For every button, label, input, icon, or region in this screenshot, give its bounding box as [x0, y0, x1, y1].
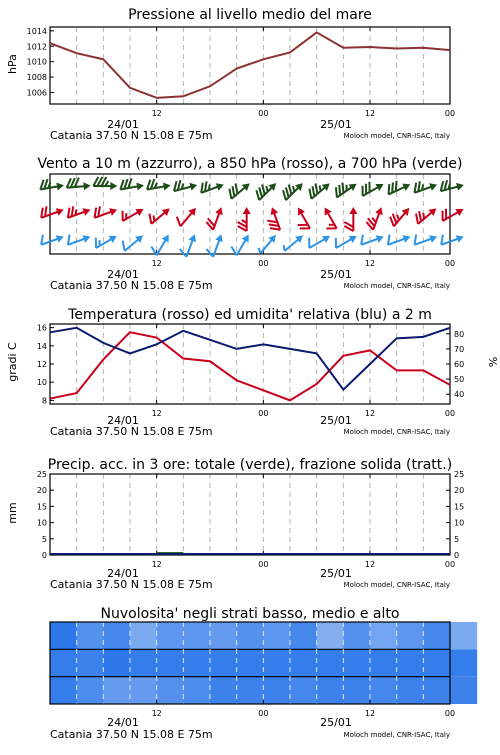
credit-label: Moloch model, CNR-ISAC, Italy	[343, 282, 450, 290]
y-tick-label: 1008	[26, 73, 47, 83]
cloud-cell	[50, 622, 77, 649]
wind-barb	[118, 201, 145, 224]
wind-barb	[387, 202, 412, 229]
precip-plot	[37, 470, 464, 569]
wind-barb	[172, 176, 199, 195]
y-tick-label: 1012	[26, 42, 47, 52]
location-label: Catania 37.50 N 15.08 E 75m	[50, 425, 213, 438]
y-tick-label: 12	[36, 360, 47, 369]
temperature-ylabel: gradi C	[6, 342, 19, 382]
cloud-cell	[130, 649, 157, 676]
cloud-cell	[343, 677, 370, 704]
wind-barb-head	[295, 206, 305, 216]
day-label: 24/01	[107, 567, 139, 580]
y-tick-label: 10	[454, 518, 465, 528]
y-tick-label: 60	[454, 360, 465, 369]
wind-barb	[119, 229, 146, 254]
cloud-cell	[157, 622, 184, 649]
cloud-cell	[450, 649, 477, 676]
credit-label: Moloch model, CNR-ISAC, Italy	[343, 581, 450, 589]
y-tick-label: 1014	[26, 26, 47, 36]
wind-barb-head	[82, 233, 91, 243]
wind-barb-head	[456, 233, 465, 243]
precip-title: Precip. acc. in 3 ore: totale (verde), frazione solida (tratt.)	[47, 457, 453, 473]
day-label: 25/01	[320, 414, 352, 427]
y-tick-label: 0	[41, 551, 47, 560]
y-tick-label: 20	[36, 486, 47, 496]
y-tick-label: 10	[36, 518, 47, 528]
wind-barb-shaft	[415, 186, 434, 193]
wind-barb	[344, 207, 357, 231]
cloud-cell	[317, 677, 344, 704]
wind-barb	[385, 176, 412, 198]
wind-barb-head	[375, 206, 385, 215]
wind-barb	[253, 177, 279, 203]
cloud-cell	[157, 649, 184, 676]
wind-barb	[93, 177, 117, 190]
wind-plot	[38, 174, 465, 268]
wind-barb	[306, 177, 333, 202]
wind-barb-head	[349, 207, 357, 214]
y-tick-label: 70	[454, 344, 465, 354]
location-label: Catania 37.50 N 15.08 E 75m	[50, 279, 213, 292]
wind-barb-head	[429, 233, 438, 243]
wind-barb-head	[375, 181, 385, 191]
cloud-cell	[210, 622, 237, 649]
wind-barb-head	[189, 181, 198, 191]
x-tick-label: 00	[258, 259, 269, 268]
y-tick-label: 1010	[26, 57, 47, 67]
wind-barb	[279, 177, 305, 203]
wind-barb	[317, 206, 340, 233]
cloud-cell	[183, 622, 210, 649]
y-tick-label: 40	[454, 390, 465, 400]
cloud-cell	[50, 649, 77, 676]
wind-title: Vento a 10 m (azzurro), a 850 hPa (rosso), a 700 hPa (verde)	[37, 156, 463, 172]
wind-barb-head	[429, 181, 438, 191]
wind-barb	[411, 176, 438, 196]
wind-barb	[385, 228, 412, 248]
location-label: Catania 37.50 N 15.08 E 75m	[50, 728, 213, 741]
temperature-line	[50, 332, 450, 400]
pressure-line	[50, 32, 450, 97]
wind-barb-head	[321, 206, 331, 216]
wind-barb-head	[83, 182, 91, 191]
wind-barb-head	[135, 206, 145, 216]
y-tick-label: 25	[454, 470, 465, 479]
wind-barb-head	[376, 233, 385, 243]
y-tick-label: 16	[36, 323, 47, 333]
wind-barb	[119, 176, 145, 193]
cloud-cell	[103, 649, 130, 676]
x-tick-label: 12	[364, 560, 376, 569]
cloud-cell	[237, 622, 264, 649]
wind-barb	[226, 177, 253, 202]
x-tick-label: 00	[444, 560, 456, 569]
cloud-cell	[77, 622, 104, 649]
cloud-cell	[423, 677, 450, 704]
wind-barb	[438, 176, 465, 195]
cloud-cell	[397, 622, 424, 649]
wind-barb	[66, 177, 91, 192]
pressure-panel	[6, 7, 455, 142]
wind-barb-shaft	[309, 238, 326, 248]
wind-barb	[38, 201, 65, 221]
y-tick-label: 0	[454, 551, 460, 560]
wind-barb-shaft	[394, 211, 407, 226]
wind-barb	[332, 176, 359, 200]
y-tick-label: 50	[454, 375, 465, 385]
wind-barb	[358, 228, 385, 248]
wind-barb-shaft	[441, 238, 460, 245]
pressure-ylabel: hPa	[6, 54, 19, 74]
day-label: 25/01	[320, 268, 352, 281]
day-label: 25/01	[320, 567, 352, 580]
day-label: 25/01	[320, 118, 352, 131]
cloud-cell	[263, 677, 290, 704]
day-label: 24/01	[107, 268, 139, 281]
plot-frame	[50, 474, 450, 555]
wind-barb-shaft	[389, 186, 407, 194]
x-tick-label: 00	[444, 409, 456, 418]
wind-barb	[91, 201, 118, 221]
day-label: 25/01	[320, 716, 352, 729]
cloud-cell	[343, 649, 370, 676]
wind-barb-head	[109, 233, 119, 243]
wind-barb-head	[322, 233, 332, 243]
wind-barb	[305, 228, 332, 251]
wind-barb-head	[56, 233, 65, 243]
wind-barb-head	[189, 233, 199, 242]
cloud-cell	[290, 622, 317, 649]
cloud-cell	[263, 649, 290, 676]
temperature-panel	[6, 307, 499, 438]
cloud-cell	[237, 677, 264, 704]
wind-barb	[229, 230, 252, 257]
cloud-cell	[50, 677, 77, 704]
x-tick-label: 00	[258, 409, 269, 418]
wind-barb	[238, 207, 251, 231]
wind-barb-shaft	[415, 238, 434, 245]
y-tick-label: 5	[454, 534, 460, 544]
cloud-cell	[103, 677, 130, 704]
wind-barb-shaft	[260, 238, 273, 253]
clouds-panel	[50, 606, 477, 741]
y-tick-label: 8	[41, 396, 47, 406]
wind-barb-shaft	[388, 238, 407, 245]
wind-barb-head	[268, 206, 278, 215]
cloud-cell	[183, 677, 210, 704]
wind-barb	[92, 228, 119, 251]
x-tick-label: 12	[364, 709, 376, 718]
wind-barb-head	[242, 233, 252, 243]
wind-barb	[174, 202, 199, 229]
wind-barb	[146, 202, 173, 227]
x-tick-label: 12	[151, 560, 162, 569]
wind-barb	[65, 228, 92, 248]
credit-label: Moloch model, CNR-ISAC, Italy	[343, 731, 450, 739]
day-label: 24/01	[107, 716, 139, 729]
precip-ylabel: mm	[6, 502, 19, 524]
cloud-cell	[263, 622, 290, 649]
cloud-cell	[397, 649, 424, 676]
x-tick-label: 12	[364, 109, 376, 118]
plot-frame	[50, 324, 450, 404]
wind-barb-head	[56, 206, 65, 216]
wind-barb-head	[162, 233, 172, 243]
pressure-plot	[27, 27, 455, 118]
day-label: 24/01	[107, 118, 139, 131]
wind-barb-head	[56, 181, 64, 190]
cloud-cell	[370, 622, 397, 649]
humidity-line	[50, 328, 450, 390]
wind-barb	[365, 204, 385, 231]
cloud-cell	[103, 622, 130, 649]
wind-barb-head	[243, 207, 251, 214]
y-tick-label: 5	[41, 534, 47, 544]
x-tick-label: 00	[258, 709, 269, 718]
wind-barb-shaft	[336, 238, 353, 248]
y-tick-label: 15	[36, 502, 47, 512]
wind-barb-head	[82, 206, 91, 216]
wind-barb	[438, 201, 465, 224]
wind-barb-shaft	[67, 186, 87, 188]
wind-barb	[257, 232, 279, 256]
wind-barb	[205, 204, 225, 231]
wind-barb-head	[456, 181, 465, 191]
credit-label: Moloch model, CNR-ISAC, Italy	[343, 428, 450, 436]
cloud-cell	[130, 622, 157, 649]
wind-barb	[332, 228, 359, 251]
temperature-title: Temperatura (rosso) ed umidita' relativa (blu) a 2 m	[68, 307, 432, 323]
cloud-cell	[210, 649, 237, 676]
wind-barb-shaft	[237, 238, 247, 255]
temperature-plot	[37, 324, 464, 418]
cloud-cell	[343, 622, 370, 649]
wind-barb-head	[215, 206, 225, 215]
wind-barb-shaft	[361, 238, 380, 245]
x-tick-label: 00	[258, 109, 269, 118]
wind-barb-shaft	[157, 238, 167, 255]
x-tick-label: 12	[151, 409, 162, 418]
y-tick-label: 20	[454, 486, 465, 496]
wind-barb	[411, 228, 438, 248]
pressure-title: Pressione al livello medio del mare	[128, 7, 372, 23]
wind-barb	[358, 176, 385, 199]
day-label: 24/01	[107, 414, 139, 427]
y-tick-label: 25	[36, 470, 47, 479]
x-tick-label: 00	[444, 709, 456, 718]
x-tick-label: 00	[258, 560, 269, 569]
wind-barb	[412, 202, 439, 227]
precip-panel	[6, 457, 464, 591]
cloud-cell	[77, 649, 104, 676]
cloud-cell	[157, 677, 184, 704]
y-tick-label: 14	[36, 341, 47, 351]
clouds-plot	[50, 622, 477, 718]
wind-barb-head	[109, 206, 118, 216]
wind-barb-head	[110, 182, 117, 190]
cloud-cell	[290, 677, 317, 704]
y-tick-label: 80	[454, 329, 465, 339]
y-tick-label: 1006	[26, 88, 47, 98]
location-label: Catania 37.50 N 15.08 E 75m	[50, 578, 213, 591]
x-tick-label: 00	[444, 109, 456, 118]
wind-barb-head	[402, 233, 411, 243]
wind-barb	[65, 201, 92, 221]
wind-barb-head	[402, 181, 412, 191]
wind-barb-head	[455, 206, 465, 216]
wind-barb	[38, 228, 65, 248]
cloud-cell	[423, 622, 450, 649]
wind-barb	[290, 206, 313, 233]
clouds-title: Nuvolosita' negli strati basso, medio e alto	[100, 606, 400, 622]
cloud-cell	[210, 677, 237, 704]
wind-barb	[281, 232, 305, 254]
wind-barb-head	[349, 233, 359, 243]
cloud-cell	[423, 649, 450, 676]
wind-barb	[39, 176, 65, 193]
wind-barb	[198, 176, 225, 196]
cloud-cell	[397, 677, 424, 704]
x-tick-label: 12	[151, 259, 162, 268]
y-tick-label: 10	[36, 378, 47, 388]
wind-barb-head	[215, 233, 225, 242]
credit-label: Moloch model, CNR-ISAC, Italy	[343, 132, 450, 140]
cloud-cell	[290, 649, 317, 676]
cloud-cell	[317, 649, 344, 676]
wind-barb	[264, 206, 284, 233]
wind-barb-head	[216, 181, 225, 191]
cloud-cell	[370, 649, 397, 676]
cloud-cell	[450, 677, 477, 704]
x-tick-label: 00	[444, 259, 456, 268]
cloud-cell	[77, 677, 104, 704]
cloud-cell	[370, 677, 397, 704]
wind-barb-head	[136, 181, 144, 190]
wind-barb	[149, 230, 172, 257]
cloud-cell	[130, 677, 157, 704]
x-tick-label: 12	[151, 109, 162, 118]
cloud-cell	[450, 622, 477, 649]
location-label: Catania 37.50 N 15.08 E 75m	[50, 129, 213, 142]
cloud-cell	[237, 649, 264, 676]
cloud-cell	[317, 622, 344, 649]
wind-barb	[438, 228, 465, 248]
x-tick-label: 12	[151, 709, 162, 718]
wind-barb-head	[163, 181, 171, 190]
x-tick-label: 12	[364, 409, 376, 418]
x-tick-label: 12	[364, 259, 376, 268]
wind-panel	[37, 156, 465, 292]
wind-barb	[145, 176, 171, 193]
y-tick-label: 15	[454, 502, 465, 512]
cloud-cell	[183, 649, 210, 676]
humidity-ylabel: %	[486, 356, 499, 368]
